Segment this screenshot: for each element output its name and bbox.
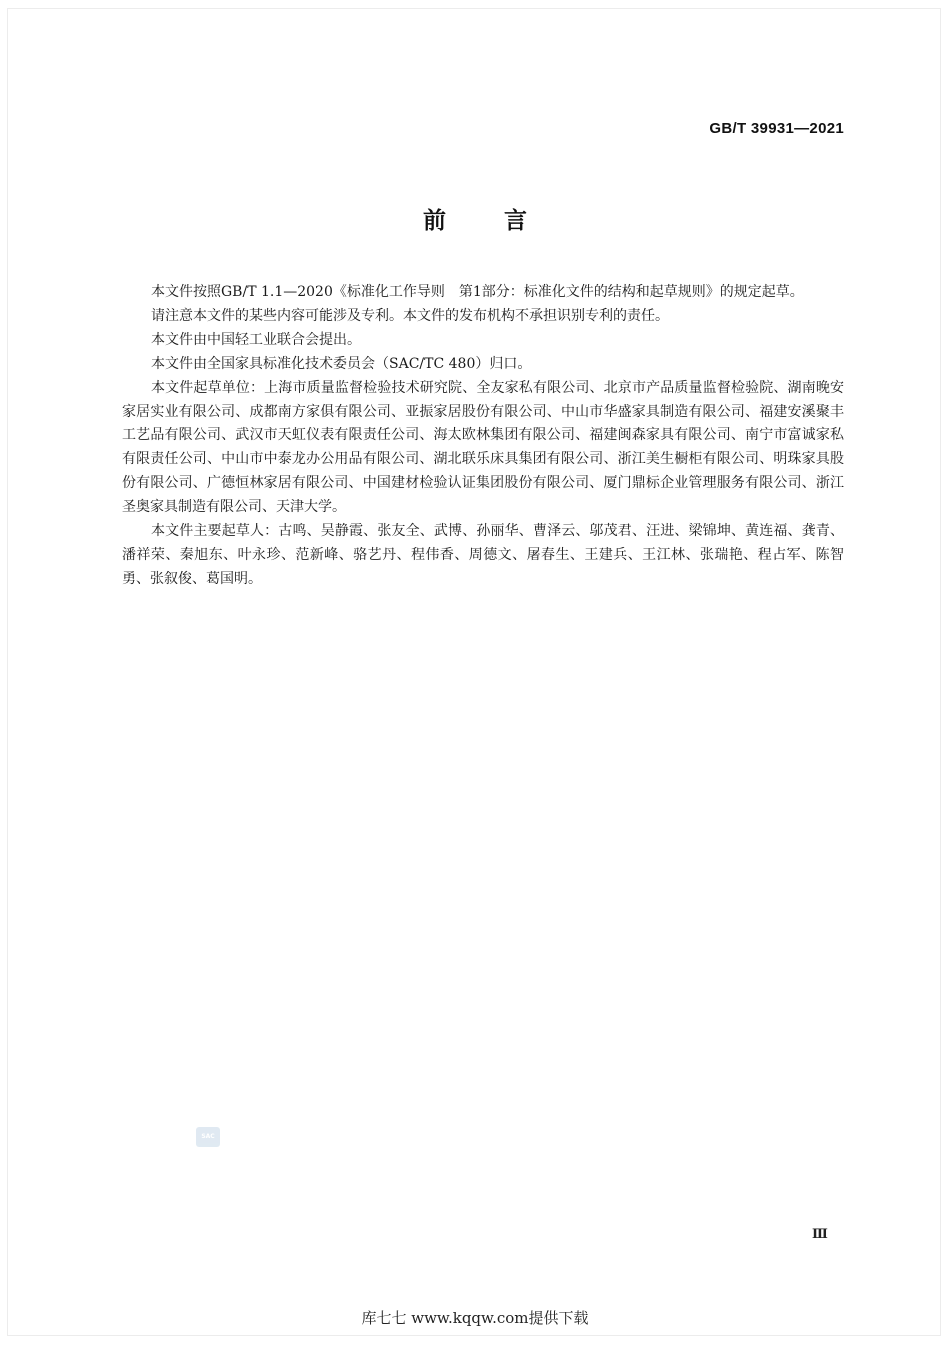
paragraph-drafters: 本文件主要起草人：古鸣、吴静霞、张友全、武博、孙丽华、曹泽云、邬茂君、汪进、梁锦坤、黄连福、龚青、潘祥荣、秦旭东、叶永珍、范新峰、骆艺丹、程伟香、周德文、屠春生、王建兵、王江林、张瑞艳、程占军、陈智勇、张叙俊、葛国明。 — [122, 523, 844, 587]
standard-number: GB/T 39931—2021 — [709, 120, 844, 137]
page-number: Ⅲ — [812, 1227, 828, 1242]
paragraph-patent-notice: 请注意本文件的某些内容可能涉及专利。本文件的发布机构不承担识别专利的责任。 — [151, 307, 669, 324]
paragraph-technical-committee: 本文件由全国家具标准化技术委员会（SAC/TC 480）归口。 — [151, 355, 532, 372]
sac-watermark-logo: SAC — [196, 1127, 220, 1147]
paragraph-drafting-rules: 本文件按照GB/T 1.1—2020《标准化工作导则 第1部分：标准化文件的结构和起草规则》的规定起草。 — [151, 284, 804, 300]
page-title: 前言 — [423, 208, 585, 234]
paragraph-proposer: 本文件由中国轻工业联合会提出。 — [151, 331, 361, 348]
foreword-body — [122, 281, 844, 592]
download-footer: 库七七 www.kqqw.com提供下载 — [361, 1309, 589, 1327]
paragraph-drafting-units: 本文件起草单位：上海市质量监督检验技术研究院、全友家私有限公司、北京市产品质量监督检验院、湖南晚安家居实业有限公司、成都南方家俱有限公司、亚振家居股份有限公司、中山市华盛家具制造有限公司、福建安溪聚丰工艺品有限公司、武汉市天虹仪表有限责任公司、海太欧林集团有限公司、福建闽森家具有限公司、南宁市富诚家私有限责任公司、中山市中泰龙办公用品有限公司、湖北联乐床具集团有限公司、浙江美生橱柜有限公司、明珠家具股份有限公司、广德恒林家居有限公司、中国建材检验认证集团股份有限公司、厦门鼎标企业管理服务有限公司、浙江圣奥家具制造有限公司、天津大学。 — [122, 379, 844, 516]
